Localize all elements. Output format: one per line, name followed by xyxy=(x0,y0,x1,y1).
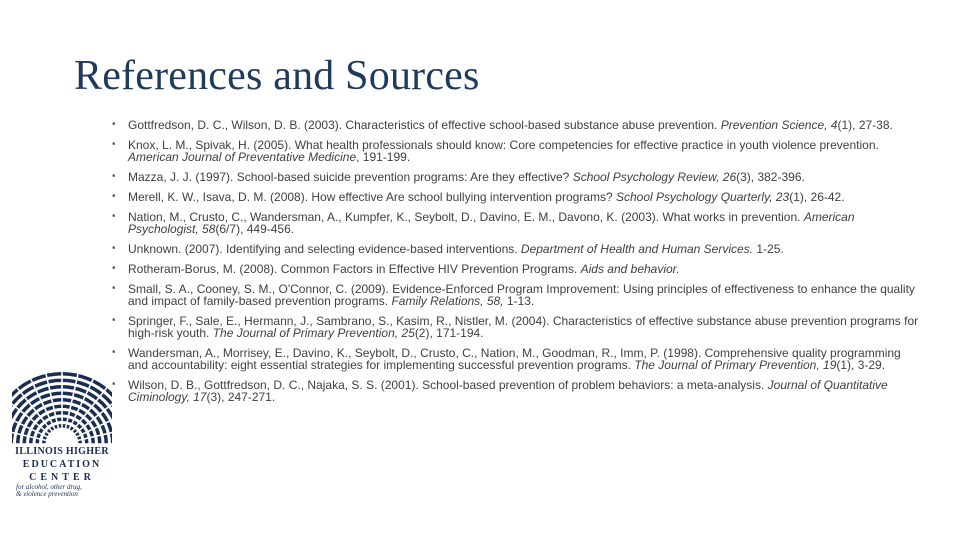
reference-citation: 1-25. xyxy=(753,242,784,256)
reference-text: Nation, M., Crusto, C., Wandersman, A., Kumpfer, K., Seybolt, D., Davino, E. M., Davono, K. (2003). What works in prevention. xyxy=(128,210,804,224)
reference-text: Unknown. (2007). Identifying and selecting evidence-based interventions. xyxy=(128,242,521,256)
reference-journal: Aids and behavior. xyxy=(580,262,680,276)
reference-item xyxy=(112,315,924,339)
bullet-icon: • xyxy=(112,119,116,130)
bullet-icon: • xyxy=(112,263,116,274)
reference-journal: Prevention Science, 4 xyxy=(720,118,838,132)
reference-citation: 1-13. xyxy=(503,294,535,308)
logo-subtitle-1: for alcohol, other drug, xyxy=(16,483,82,491)
logo-subtitle-2: & violence prevention xyxy=(16,490,78,498)
bullet-icon: • xyxy=(112,139,116,150)
reference-item xyxy=(112,191,924,203)
reference-citation: (1), 3-29. xyxy=(836,358,886,372)
reference-journal: Journal of Quantitative Ciminology, 17 xyxy=(128,378,888,404)
reference-journal: American Journal of Preventative Medicine xyxy=(128,150,357,164)
reference-journal: Family Relations, 58, xyxy=(391,294,504,308)
reference-list xyxy=(112,119,924,411)
reference-citation: (3), 247-271. xyxy=(206,390,276,404)
reference-text: Wilson, D. B., Gottfredson, D. C., Najaka, S. S. (2001). School-based prevention of problem behaviors: a meta-analysis. xyxy=(128,378,768,392)
reference-text: Rotheram-Borus, M. (2008). Common Factors in Effective HIV Prevention Programs. xyxy=(128,262,581,276)
bullet-icon: • xyxy=(112,243,116,254)
reference-citation: , 191-199. xyxy=(356,150,411,164)
reference-item xyxy=(112,139,924,163)
reference-journal: School Psychology Review, 26 xyxy=(572,170,737,184)
reference-item xyxy=(112,347,924,371)
reference-journal: Department of Health and Human Services. xyxy=(520,242,754,256)
reference-citation: (6/7), 449-456. xyxy=(215,222,295,236)
reference-item xyxy=(112,283,924,307)
reference-text: Springer, F., Sale, E., Hermann, J., Sambrano, S., Kasim, R., Nistler, M. (2004). Characteristics of effective substance abuse prevention programs for high-risk youth. xyxy=(128,314,919,340)
bullet-icon: • xyxy=(112,171,116,182)
bullet-icon: • xyxy=(112,211,116,222)
reference-text: Wandersman, A., Morrisey, E., Davino, K., Seybolt, D., Crusto, C., Nation, M., Goodman, R., Imm, P. (1998). Comprehensive quality programming and accountability: eight essential strategies for implementing successful prevention programs. xyxy=(128,346,901,372)
slide-title: References and Sources xyxy=(74,53,480,99)
reference-citation: (1), 27-38. xyxy=(837,118,893,132)
bullet-icon: • xyxy=(112,347,116,358)
reference-item xyxy=(112,243,924,255)
sunburst-icon xyxy=(12,370,112,444)
reference-journal: American Psychologist, 58 xyxy=(128,210,855,236)
reference-journal: The Journal of Primary Prevention, 25 xyxy=(212,326,415,340)
reference-text: Knox, L. M., Spivak, H. (2005). What health professionals should know: Core competencies for effective practice in youth violence prevention. xyxy=(128,138,879,152)
reference-journal: The Journal of Primary Prevention, 19 xyxy=(634,358,837,372)
reference-text: Gottfredson, D. C., Wilson, D. B. (2003). Characteristics of effective school-based substance abuse prevention. xyxy=(128,118,721,132)
reference-text: Merell, K. W., Isava, D. M. (2008). How effective Are school bullying intervention programs? xyxy=(128,190,616,204)
reference-text: Mazza, J. J. (1997). School-based suicide prevention programs: Are they effective? xyxy=(128,170,573,184)
reference-item xyxy=(112,119,924,131)
center-logo xyxy=(12,370,112,496)
reference-citation: (1), 26-42. xyxy=(789,190,845,204)
bullet-icon: • xyxy=(112,283,116,294)
reference-item xyxy=(112,379,924,403)
logo-line-2: EDUCATION xyxy=(22,459,102,470)
reference-item xyxy=(112,263,924,275)
bullet-icon: • xyxy=(112,379,116,390)
reference-text: Small, S. A., Cooney, S. M., O'Connor, C. (2009). Evidence-Enforced Program Improvement: Using principles of effectiveness to enhance the quality and impact of family-based prevention programs. xyxy=(128,282,915,308)
reference-citation: (3), 382-396. xyxy=(736,170,805,184)
bullet-icon: • xyxy=(112,191,116,202)
logo-line-1: ILLINOIS HIGHER xyxy=(15,446,109,457)
bullet-icon: • xyxy=(112,315,116,326)
reference-item xyxy=(112,211,924,235)
reference-citation: (2), 171-194. xyxy=(414,326,484,340)
reference-journal: School Psychology Quarterly, 23 xyxy=(616,190,790,204)
logo-line-3: CENTER xyxy=(29,472,95,483)
reference-item xyxy=(112,171,924,183)
